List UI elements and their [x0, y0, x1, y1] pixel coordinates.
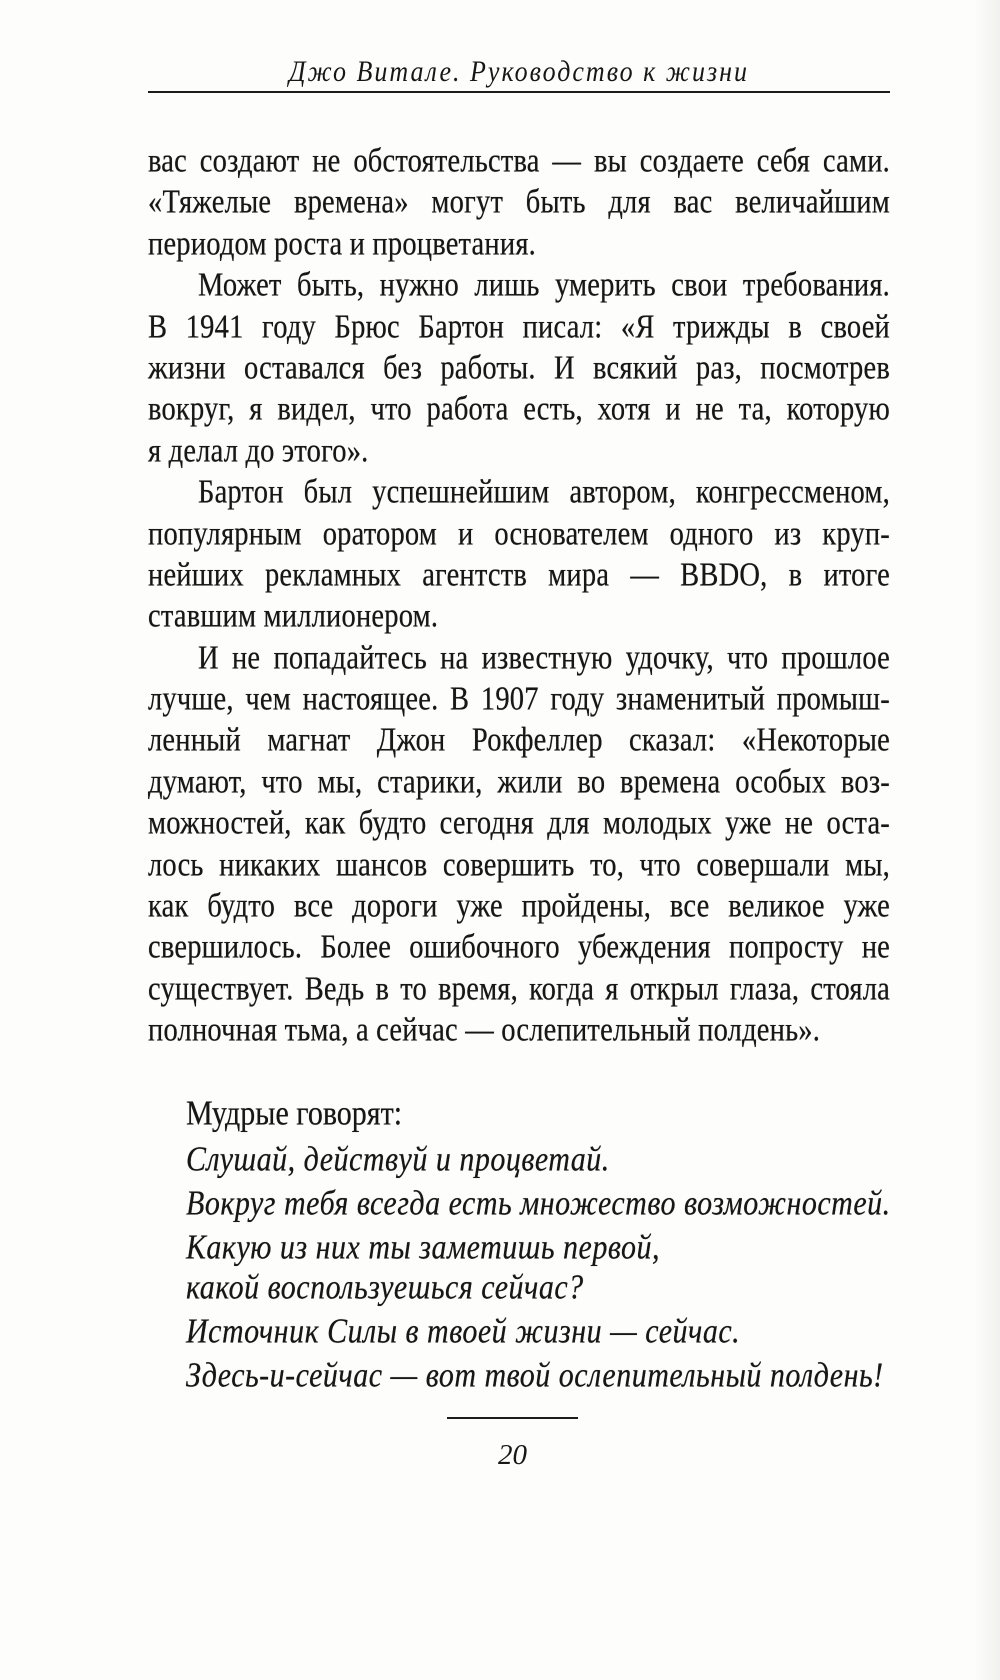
text-line: вас создают не обстоятельства — вы создаете себя сами. [148, 143, 890, 180]
text-line: вокруг, я видел, что работа есть, хотя и не та, которую [148, 391, 890, 429]
saying-line: Вокруг тебя всегда есть множество возможностей. [186, 1184, 891, 1223]
text-line: ленный магнат Джон Рокфеллер сказал: «Некоторые [148, 722, 890, 760]
text-line: лось никаких шансов совершить то, что совершали мы, [148, 846, 890, 884]
header-rule [148, 91, 890, 93]
text-line: можностей, как будто сегодня для молодых уже не оста- [148, 805, 890, 843]
text-line: популярным оратором и основателем одного из круп- [148, 515, 890, 553]
text-line: периодом роста и процветания. [148, 225, 536, 263]
saying [186, 1184, 891, 1224]
saying-line: Слушай, действуй и процветай. [186, 1140, 610, 1179]
saying-line: Источник Силы в твоей жизни — сейчас. [186, 1312, 741, 1351]
saying [186, 1228, 886, 1308]
text-line: как будто все дороги уже пройдены, все великое уже [148, 888, 890, 925]
footer-rule [447, 1417, 578, 1419]
text-line: полночная тьма, а сейчас — ослепительный полдень». [148, 1012, 821, 1049]
paragraph [148, 472, 890, 638]
saying [186, 1312, 886, 1352]
text-line: жизни оставался без работы. И всякий раз, посмотрев [148, 350, 890, 387]
paragraph [148, 141, 890, 265]
saying-line: какой воспользуешься сейчас? [186, 1268, 584, 1307]
page-number: 20 [498, 1439, 527, 1471]
text-line: «Тяжелые времена» могут быть для вас величайшим [148, 184, 890, 222]
sayings-block [186, 1094, 891, 1400]
text-line: Бартон был успешнейшим автором, конгрессменом, [198, 474, 890, 511]
sayings-list [186, 1140, 891, 1396]
text-line: ставшим миллионером. [148, 598, 439, 636]
text-line: И не попадайтесь на известную удочку, что прошлое [198, 639, 890, 677]
saying [186, 1356, 886, 1396]
saying-line: Какую из них ты заметишь первой, [186, 1228, 660, 1267]
text-line: лучше, чем настоящее. В 1907 году знаменитый промыш- [148, 681, 890, 718]
text-line: В 1941 году Брюс Бартон писал: «Я трижды в своей [148, 308, 890, 346]
text-line: существует. Ведь в то время, когда я открыл глаза, стояла [148, 970, 890, 1008]
paragraph [148, 265, 890, 472]
text-line: нейших рекламных агентств мира — BBDO, в итоге [148, 557, 890, 594]
saying-line: Здесь-и-сейчас — вот твой ослепительный полдень! [186, 1356, 884, 1395]
sayings-intro: Мудрые говорят: [186, 1094, 403, 1133]
text-line: Может быть, нужно лишь умерить свои требования. [198, 267, 890, 304]
paragraph [148, 638, 890, 1052]
running-title: Джо Витале. Руководство к жизни [288, 55, 750, 88]
text-line: думают, что мы, старики, жили во времена особых воз- [148, 764, 890, 801]
saying [186, 1140, 886, 1180]
body-text [148, 141, 890, 1052]
text-line: я делал до этого». [148, 432, 369, 470]
text-line: свершилось. Более ошибочного убеждения попросту не [148, 929, 890, 967]
